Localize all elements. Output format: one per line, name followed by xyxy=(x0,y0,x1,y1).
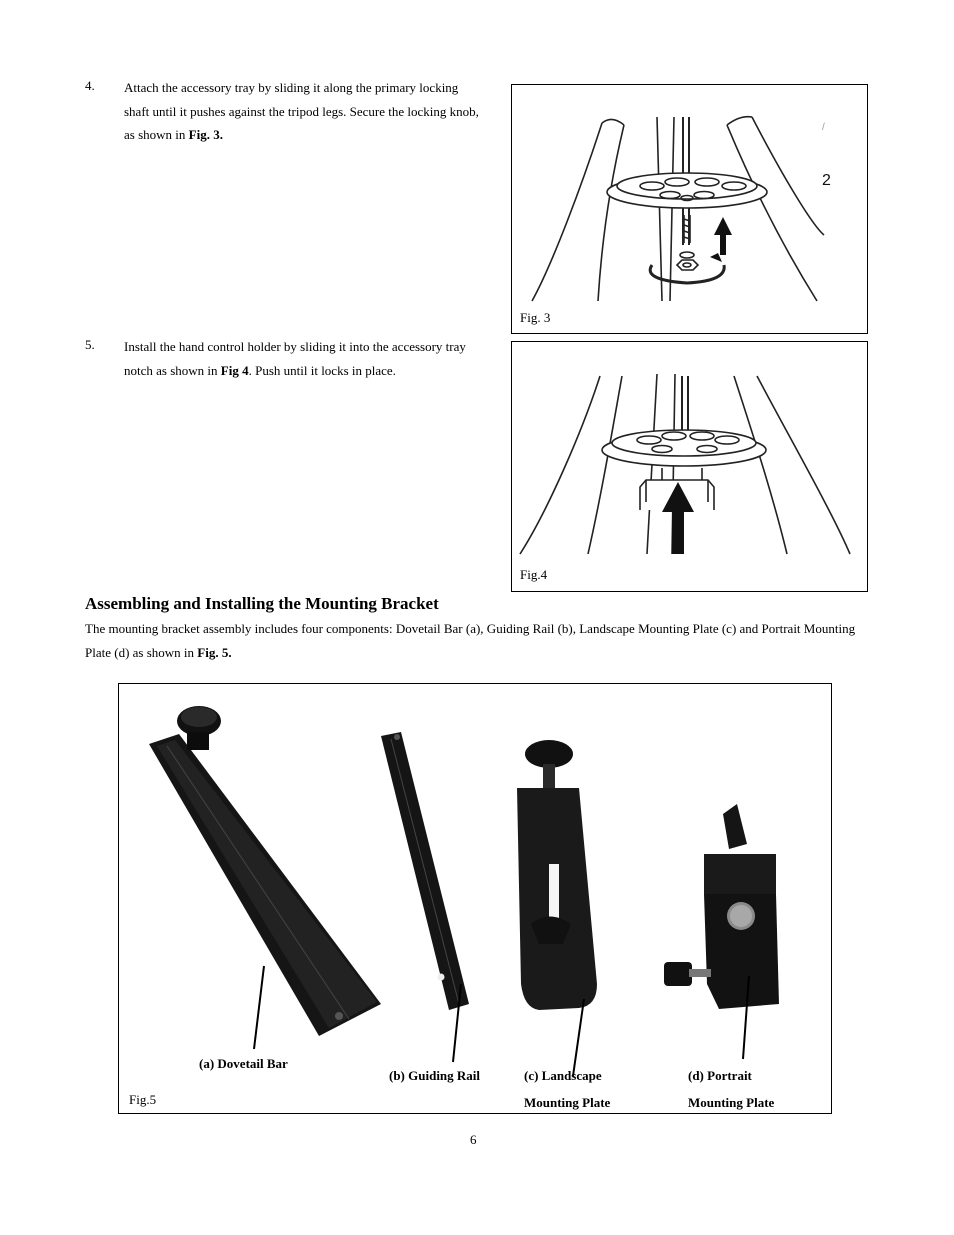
landscape-mounting-plate xyxy=(517,740,597,1076)
figure-3 xyxy=(511,84,868,334)
svg-text:2: 2 xyxy=(822,172,831,189)
figure-4 xyxy=(511,341,868,592)
label-guiding-rail: (b) Guiding Rail xyxy=(389,1068,481,1083)
step-5-fig-ref: Fig 4 xyxy=(220,362,249,378)
mounting-bracket-components-photo xyxy=(119,684,830,1112)
hand-control-holder-illustration xyxy=(512,342,866,590)
tripod-tray-illustration xyxy=(512,85,866,332)
section-intro-body: The mounting bracket assembly includes four components: Dovetail Bar (a), Guiding Rail (b), Landscape Mounting Plate (c) and Portrait Mounting Plate (d) as shown in xyxy=(85,621,856,660)
label-portrait-line2: Mounting Plate xyxy=(688,1095,775,1110)
label-portrait-line1: (d) Portrait xyxy=(688,1068,752,1083)
step-4-fig-ref: Fig. 3. xyxy=(188,127,223,142)
figure-3-caption: Fig. 3 xyxy=(520,310,551,325)
guiding-rail xyxy=(381,732,469,1062)
figure-4-caption: Fig.4 xyxy=(520,567,548,582)
step-5-body: Install the hand control holder by sliding it into the accessory tray notch as shown in xyxy=(124,339,466,378)
step-4-text xyxy=(124,76,484,147)
section-heading: Assembling and Installing the Mounting Bracket xyxy=(85,594,439,613)
section-intro-fig-ref: Fig. 5. xyxy=(197,644,232,660)
label-landscape-line2: Mounting Plate xyxy=(524,1095,611,1110)
portrait-mounting-plate xyxy=(664,804,779,1059)
figure-5-caption: Fig.5 xyxy=(129,1092,157,1107)
page-number: 6 xyxy=(470,1132,477,1147)
section-intro xyxy=(85,617,875,664)
step-4-body: Attach the accessory tray by sliding it along the primary locking shaft until it pushes against the tripod legs. Secure the locking knob, as shown in xyxy=(124,80,479,142)
dovetail-bar xyxy=(149,706,381,1049)
step-5-body-end: . Push until it locks in place. xyxy=(248,362,396,378)
figure-5 xyxy=(118,683,832,1114)
step-5-number: 5. xyxy=(85,337,95,352)
label-landscape-line1: (c) Landscape xyxy=(524,1068,602,1083)
step-4-number: 4. xyxy=(85,78,95,93)
label-dovetail-bar: (a) Dovetail Bar xyxy=(199,1056,288,1071)
svg-text:/: / xyxy=(822,122,825,133)
step-5-text xyxy=(124,335,484,382)
